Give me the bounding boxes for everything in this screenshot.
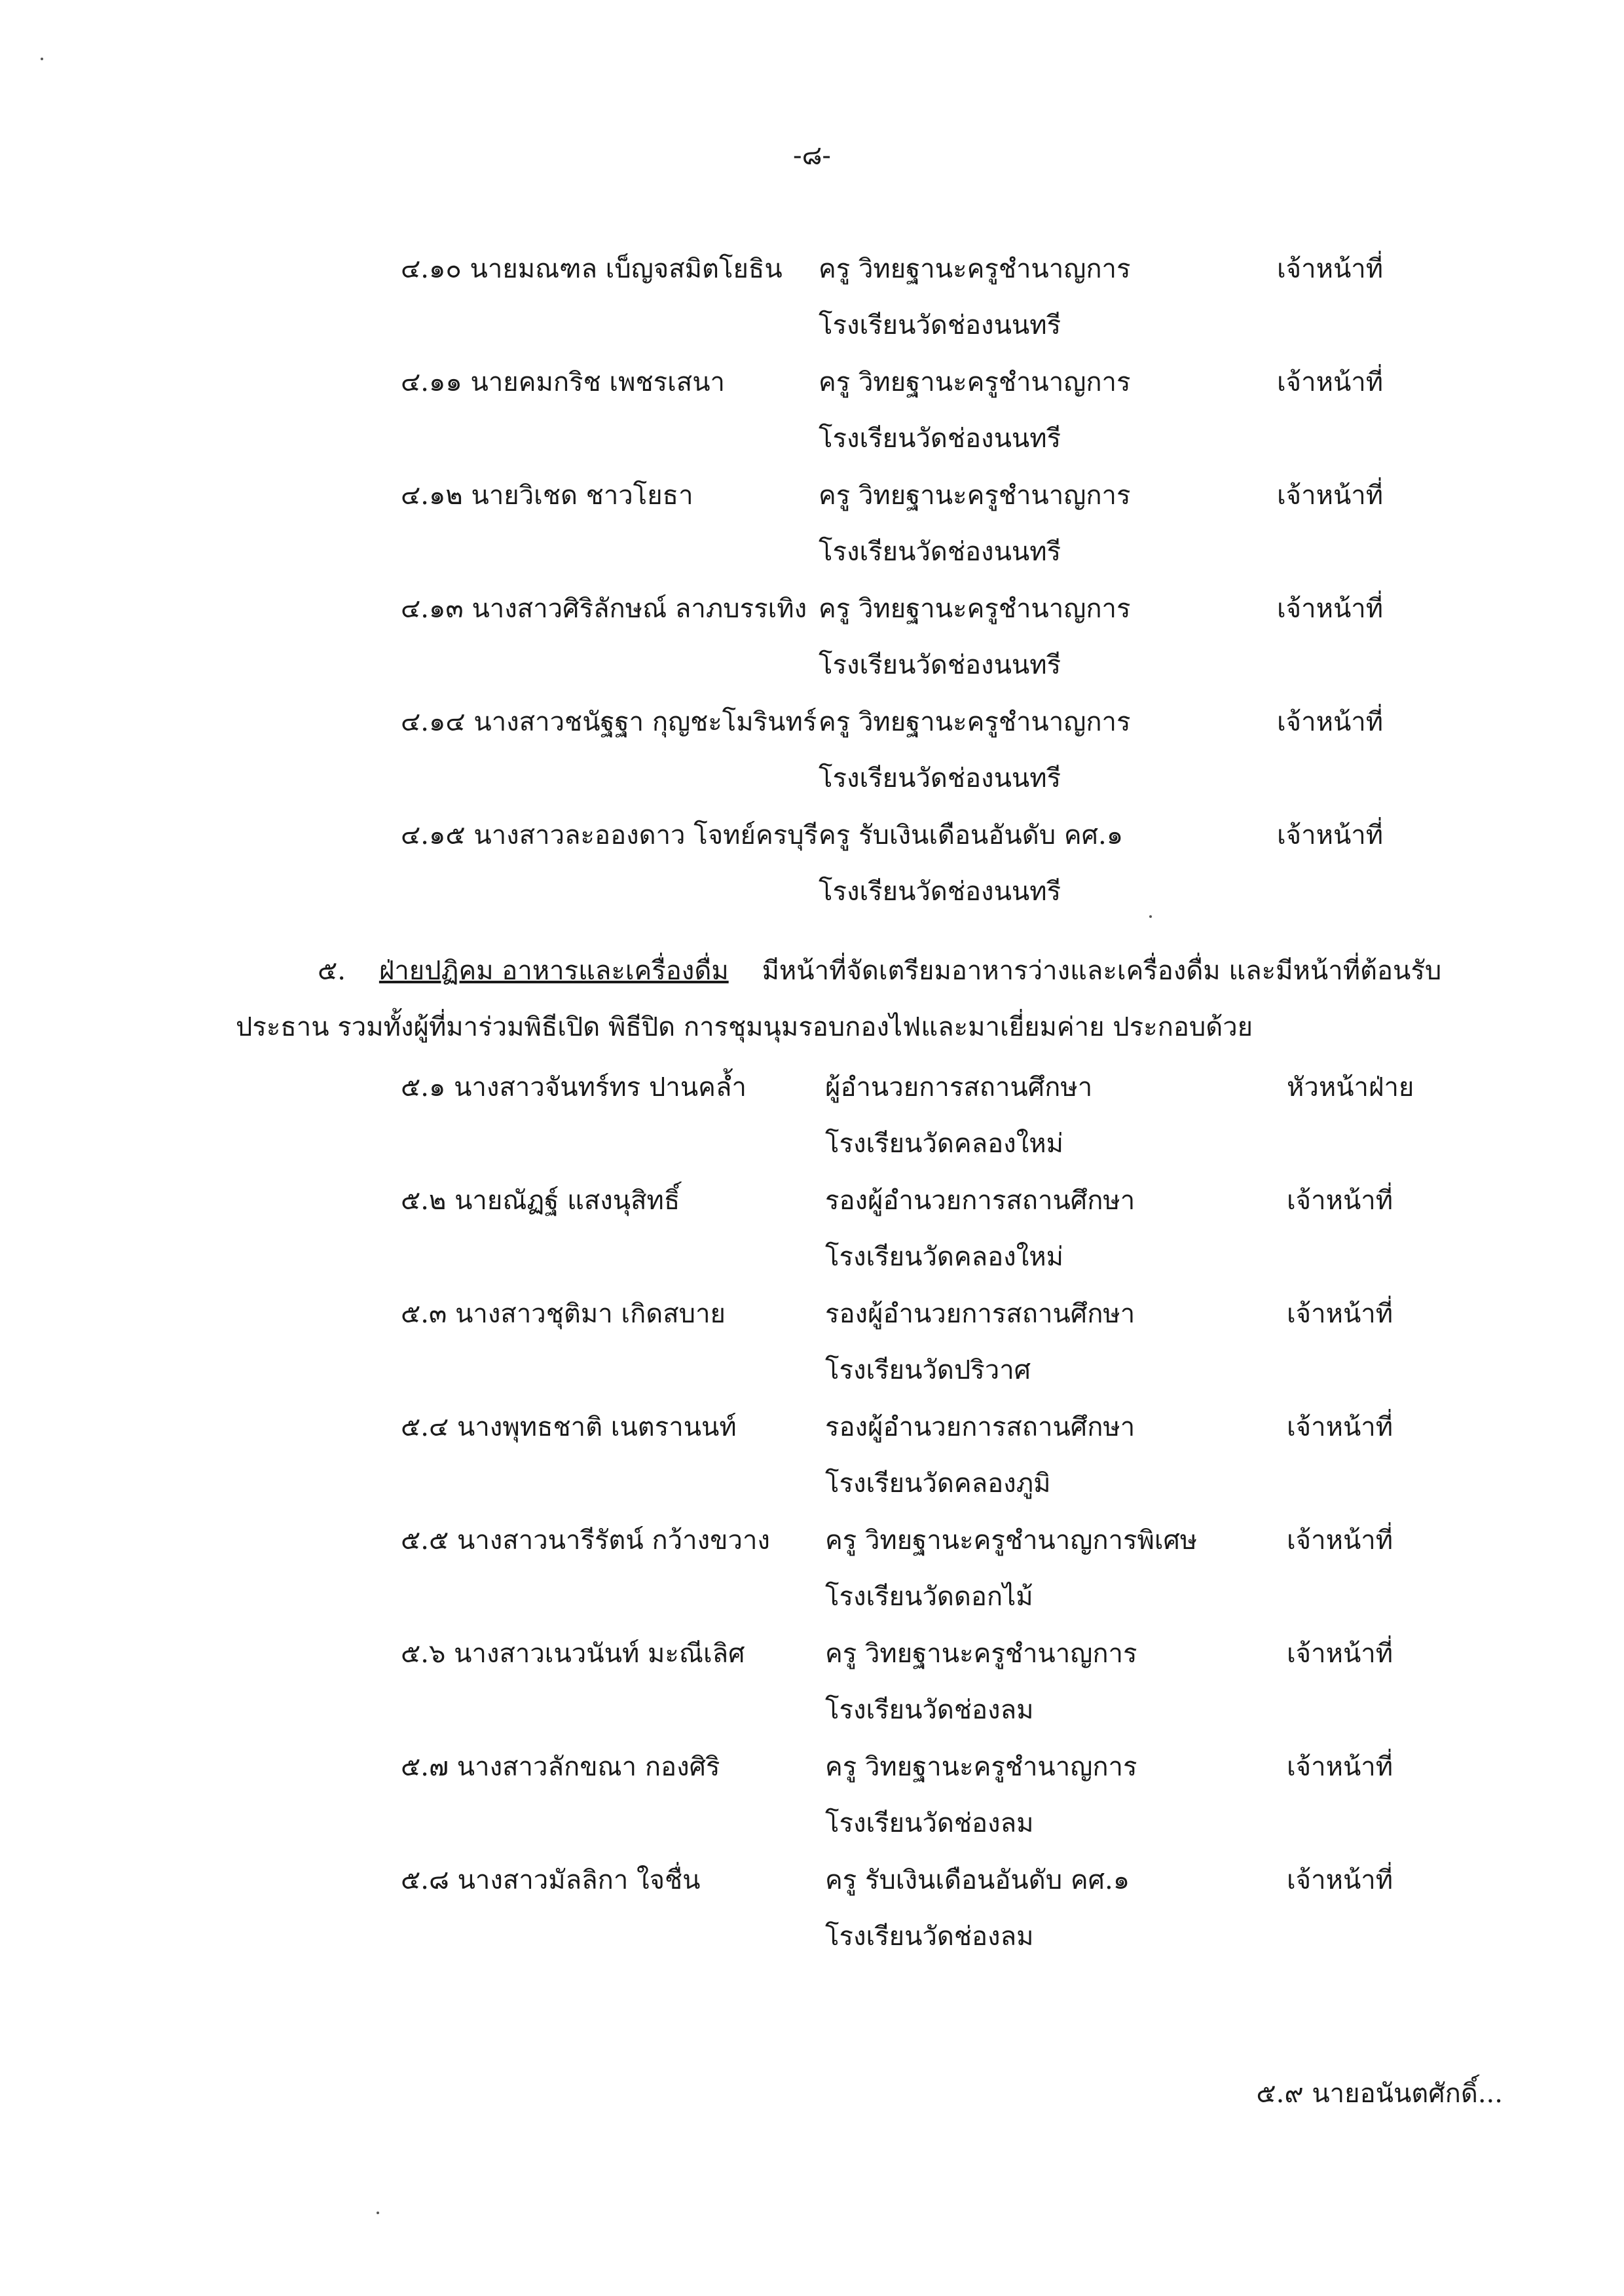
section-5-text-line2: ประธาน รวมทั้งผู้ที่มาร่วมพิธีเปิด พิธีปิด การชุมนุมรอบกองไฟและมาเยี่ยมค่าย ประกอบด้วย bbox=[236, 1012, 1253, 1042]
member-position: ครู รับเงินเดือนอันดับ คศ.๑ bbox=[819, 820, 1124, 850]
member-position: รองผู้อำนวยการสถานศึกษา bbox=[825, 1299, 1135, 1329]
member-no-and-name bbox=[401, 1184, 680, 1218]
member-name: นางสาวละอองดาว โจทย์ครบุรี bbox=[473, 820, 819, 850]
member-number: ๔.๑๔ bbox=[401, 707, 466, 737]
member-position: ครู วิทยฐานะครูชำนาญการ bbox=[819, 254, 1131, 284]
member-role: เจ้าหน้าที่ bbox=[1287, 1865, 1393, 1895]
member-name: นางสาวจันทร์ทร ปานคล้ำ bbox=[454, 1072, 747, 1102]
member-position: รองผู้อำนวยการสถานศึกษา bbox=[825, 1186, 1135, 1216]
member-school: โรงเรียนวัดช่องลม bbox=[825, 1922, 1034, 1952]
member-name: นางสาวลักขณา กองศิริ bbox=[456, 1752, 720, 1782]
scan-speck bbox=[377, 2212, 379, 2214]
member-role: เจ้าหน้าที่ bbox=[1287, 1525, 1393, 1556]
member-school: โรงเรียนวัดดอกไม้ bbox=[825, 1582, 1033, 1612]
member-school: โรงเรียนวัดช่องนนทรี bbox=[819, 537, 1061, 567]
member-number: ๔.๑๕ bbox=[401, 820, 466, 850]
member-name: นางสาวมัลลิกา ใจชื่น bbox=[457, 1865, 701, 1895]
member-name: นางสาวนารีรัตน์ กว้างขวาง bbox=[456, 1525, 770, 1556]
member-name: นางพุทธชาติ เนตรานนท์ bbox=[456, 1412, 737, 1442]
section-5-paragraph bbox=[236, 943, 1519, 1055]
member-role: เจ้าหน้าที่ bbox=[1277, 707, 1384, 737]
page-number: -๘- bbox=[793, 141, 831, 171]
member-role: หัวหน้าฝ่าย bbox=[1287, 1072, 1414, 1102]
member-school: โรงเรียนวัดช่องนนทรี bbox=[819, 310, 1061, 340]
member-no-and-name bbox=[401, 705, 817, 739]
member-no-and-name bbox=[401, 818, 818, 852]
member-position: ครู วิทยฐานะครูชำนาญการพิเศษ bbox=[825, 1525, 1198, 1556]
member-school: โรงเรียนวัดคลองใหม่ bbox=[825, 1129, 1063, 1159]
member-role: เจ้าหน้าที่ bbox=[1277, 481, 1384, 511]
member-school: โรงเรียนวัดช่องนนทรี bbox=[819, 650, 1061, 680]
member-role: เจ้าหน้าที่ bbox=[1277, 594, 1384, 624]
member-name: นายณัฏฐ์ แสงนุสิทธิ์ bbox=[454, 1186, 680, 1216]
member-name: นายมณฑล เบ็ญจสมิตโยธิน bbox=[470, 254, 783, 284]
member-no-and-name bbox=[401, 479, 693, 513]
member-number: ๕.๒ bbox=[401, 1186, 447, 1216]
member-position: ครู วิทยฐานะครูชำนาญการ bbox=[825, 1752, 1137, 1782]
member-position: รองผู้อำนวยการสถานศึกษา bbox=[825, 1412, 1135, 1442]
member-school: โรงเรียนวัดคลองภูมิ bbox=[825, 1468, 1051, 1499]
member-role: เจ้าหน้าที่ bbox=[1277, 820, 1384, 850]
member-school: โรงเรียนวัดปริวาศ bbox=[825, 1355, 1031, 1385]
member-no-and-name bbox=[401, 1523, 770, 1558]
member-school: โรงเรียนวัดช่องลม bbox=[825, 1808, 1034, 1838]
member-school: โรงเรียนวัดช่องลม bbox=[825, 1695, 1034, 1725]
member-number: ๕.๓ bbox=[401, 1299, 447, 1329]
member-role: เจ้าหน้าที่ bbox=[1287, 1299, 1393, 1329]
member-name: นางสาวเนวนันท์ มะณีเลิศ bbox=[454, 1639, 745, 1669]
member-name: นางสาวชุติมา เกิดสบาย bbox=[455, 1299, 726, 1329]
member-position: ครู วิทยฐานะครูชำนาญการ bbox=[819, 707, 1131, 737]
member-school: โรงเรียนวัดคลองใหม่ bbox=[825, 1242, 1063, 1272]
member-role: เจ้าหน้าที่ bbox=[1287, 1752, 1393, 1782]
member-name: นางสาวศิริลักษณ์ ลาภบรรเทิง bbox=[471, 594, 807, 624]
member-number: ๕.๕ bbox=[401, 1525, 449, 1556]
member-no-and-name bbox=[401, 1070, 747, 1104]
continuation-footer: ๕.๙ นายอนันตศักดิ์... bbox=[1256, 2079, 1503, 2109]
member-name: นางสาวชนัฐฐา กุญชะโมรินทร์ bbox=[473, 707, 817, 737]
member-role: เจ้าหน้าที่ bbox=[1287, 1412, 1393, 1442]
member-no-and-name bbox=[401, 1750, 720, 1784]
section-5-text-line1: มีหน้าที่จัดเตรียมอาหารว่างและเครื่องดื่ม และมีหน้าที่ต้อนรับ bbox=[762, 956, 1442, 986]
member-position: ครู รับเงินเดือนอันดับ คศ.๑ bbox=[825, 1865, 1130, 1895]
member-number: ๔.๑๓ bbox=[401, 594, 464, 624]
member-name: นายวิเชด ชาวโยธา bbox=[471, 481, 693, 511]
section-5-heading: ฝ่ายปฏิคม อาหารและเครื่องดื่ม bbox=[378, 956, 729, 986]
member-school: โรงเรียนวัดช่องนนทรี bbox=[819, 424, 1061, 454]
member-role: เจ้าหน้าที่ bbox=[1277, 367, 1384, 397]
member-position: ครู วิทยฐานะครูชำนาญการ bbox=[825, 1639, 1137, 1669]
member-position: ครู วิทยฐานะครูชำนาญการ bbox=[819, 367, 1131, 397]
member-number: ๕.๖ bbox=[401, 1639, 446, 1669]
member-no-and-name bbox=[401, 592, 807, 626]
member-number: ๔.๑๐ bbox=[401, 254, 462, 284]
member-role: เจ้าหน้าที่ bbox=[1287, 1186, 1393, 1216]
member-position: ครู วิทยฐานะครูชำนาญการ bbox=[819, 481, 1131, 511]
member-school: โรงเรียนวัดช่องนนทรี bbox=[819, 877, 1061, 907]
member-position: ครู วิทยฐานะครูชำนาญการ bbox=[819, 594, 1131, 624]
member-number: ๔.๑๑ bbox=[401, 367, 462, 397]
member-position: ผู้อำนวยการสถานศึกษา bbox=[825, 1072, 1093, 1102]
member-number: ๕.๑ bbox=[401, 1072, 446, 1102]
member-number: ๕.๘ bbox=[401, 1865, 449, 1895]
member-no-and-name bbox=[401, 1863, 701, 1897]
member-no-and-name bbox=[401, 1637, 745, 1671]
member-number: ๕.๔ bbox=[401, 1412, 449, 1442]
member-no-and-name bbox=[401, 1297, 726, 1331]
member-no-and-name bbox=[401, 1410, 737, 1444]
member-role: เจ้าหน้าที่ bbox=[1277, 254, 1384, 284]
scan-speck bbox=[41, 58, 43, 60]
scan-speck bbox=[1149, 915, 1152, 918]
member-number: ๔.๑๒ bbox=[401, 481, 463, 511]
member-no-and-name bbox=[401, 252, 783, 286]
section-5-number: ๕. bbox=[318, 956, 346, 986]
member-school: โรงเรียนวัดช่องนนทรี bbox=[819, 763, 1061, 793]
member-number: ๕.๗ bbox=[401, 1752, 449, 1782]
member-role: เจ้าหน้าที่ bbox=[1287, 1639, 1393, 1669]
member-name: นายคมกริช เพชรเสนา bbox=[470, 367, 725, 397]
member-no-and-name bbox=[401, 365, 725, 399]
